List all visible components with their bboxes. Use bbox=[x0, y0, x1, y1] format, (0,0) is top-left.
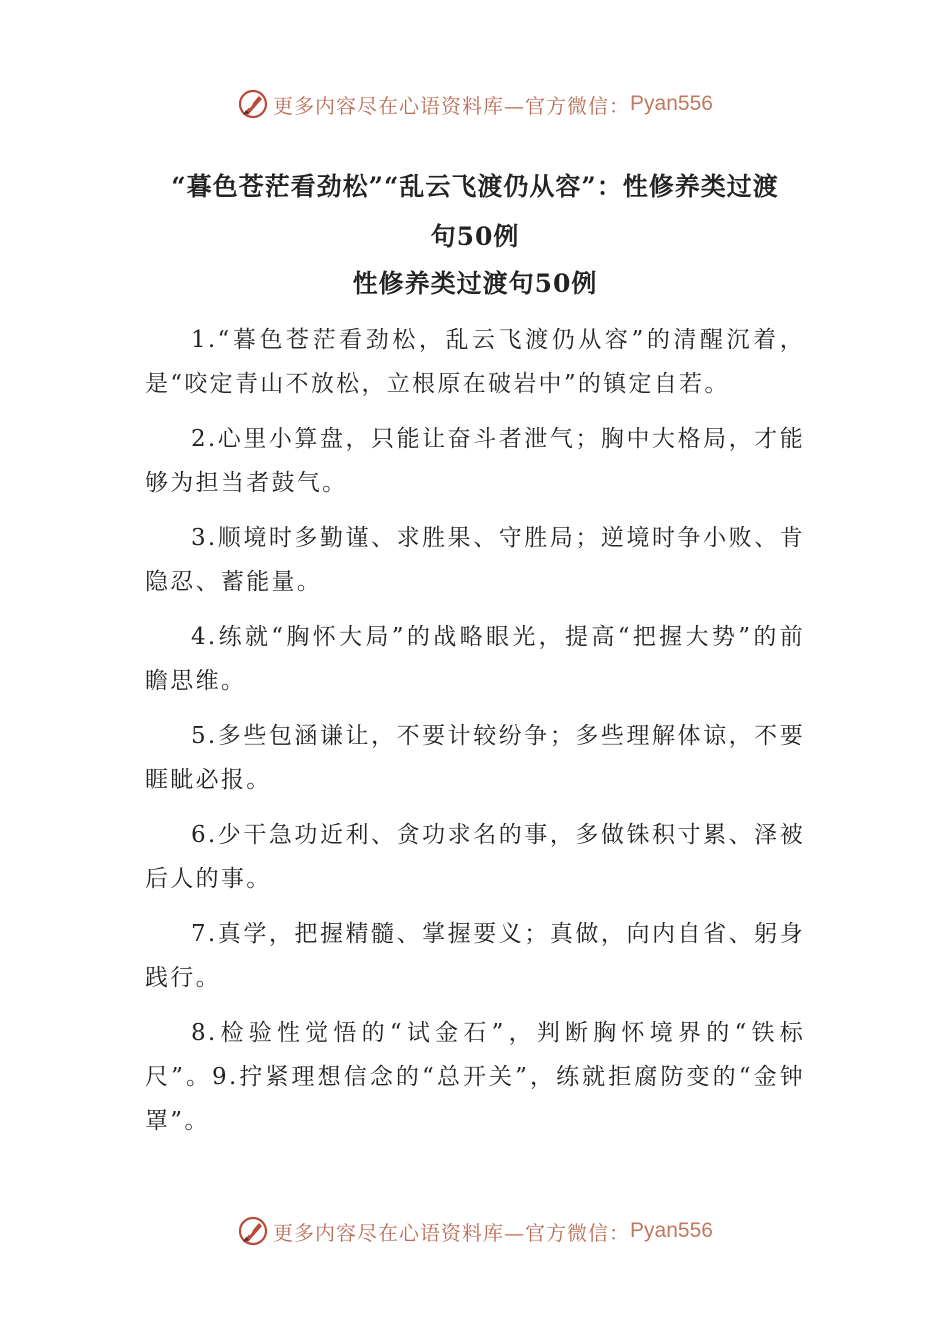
quill-pen-logo-icon bbox=[237, 88, 269, 120]
document-title bbox=[145, 162, 805, 262]
watermark-banner-bottom bbox=[0, 1211, 950, 1251]
paragraph-3: 3.顺境时多勤谨、求胜果、守胜局；逆境时争小败、肯隐忍、蓄能量。 bbox=[145, 525, 805, 595]
watermark-banner-top bbox=[0, 84, 950, 124]
watermark-wechat-id: Pyan556 bbox=[630, 1219, 713, 1242]
paragraph-6: 6.少干急功近利、贪功求名的事，多做铢积寸累、泽被后人的事。 bbox=[145, 822, 805, 892]
paragraph-1: 1.“暮色苍茫看劲松，乱云飞渡仍从容”的清醒沉着，是“咬定青山不放松，立根原在破岩中”的镇定自若。 bbox=[145, 327, 805, 397]
paragraph-8: 8.检验性觉悟的“试金石”，判断胸怀境界的“铁标尺”。9.拧紧理想信念的“总开关”，练就拒腐防变的“金钟罩”。 bbox=[145, 1020, 805, 1134]
quill-pen-logo-icon bbox=[237, 1215, 269, 1247]
watermark-text: 更多内容尽在心语资料库—官方微信： bbox=[273, 93, 631, 118]
paragraph-5: 5.多些包涵谦让，不要计较纷争；多些理解体谅，不要睚眦必报。 bbox=[145, 723, 805, 793]
paragraph-4: 4.练就“胸怀大局”的战略眼光，提高“把握大势”的前瞻思维。 bbox=[145, 624, 805, 694]
watermark-text: 更多内容尽在心语资料库—官方微信： bbox=[273, 1220, 631, 1245]
document-subtitle: 性修养类过渡句50例 bbox=[352, 269, 598, 298]
watermark-wechat-id: Pyan556 bbox=[630, 92, 713, 115]
paragraph-2: 2.心里小算盘，只能让奋斗者泄气；胸中大格局，才能够为担当者鼓气。 bbox=[145, 426, 805, 496]
paragraph-7: 7.真学，把握精髓、掌握要义；真做，向内自省、躬身践行。 bbox=[145, 921, 805, 991]
document-body bbox=[145, 318, 805, 1154]
title-line-1: “暮色苍茫看劲松”“乱云飞渡仍从容”：性修养类过渡 bbox=[171, 172, 779, 201]
title-line-2: 句50例 bbox=[430, 222, 520, 251]
